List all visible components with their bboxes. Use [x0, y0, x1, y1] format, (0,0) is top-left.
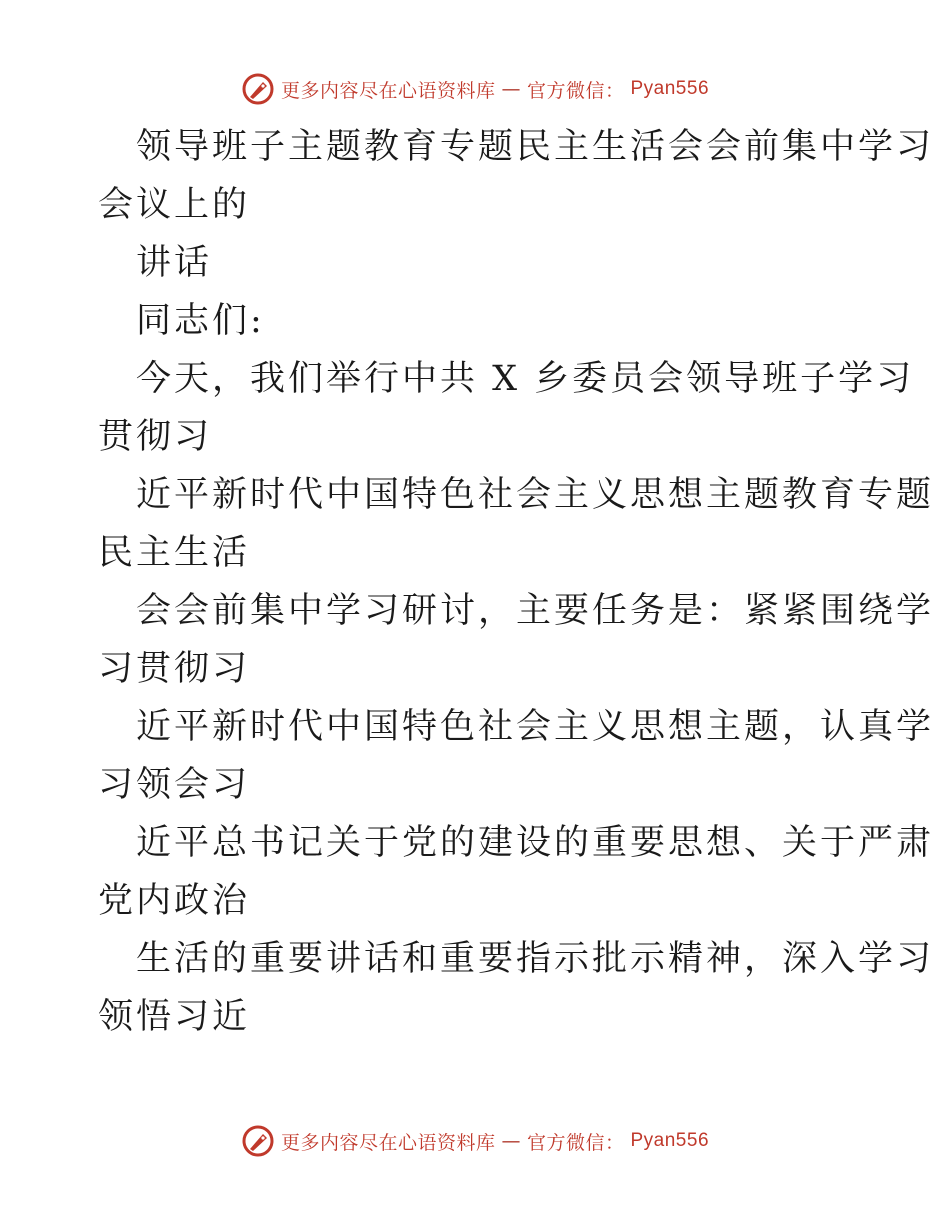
paragraph-line: 习领会习 — [98, 765, 251, 805]
paragraph-line: 近平新时代中国特色社会主义思想主题，认真学 — [136, 707, 935, 747]
paragraph-line: 民主生活 — [98, 533, 251, 573]
paragraph-line: 近平总书记关于党的建设的重要思想、关于严肃 — [136, 823, 935, 863]
watermark-text: 更多内容尽在心语资料库 — [280, 79, 496, 102]
paragraph-line: 会会前集中学习研讨，主要任务是：紧紧围绕学 — [136, 591, 935, 631]
pen-nib-icon — [241, 72, 275, 106]
watermark-separator: — — [501, 78, 521, 100]
paragraph-line: 今天，我们举行中共 X 乡委员会领导班子学习 — [136, 359, 915, 399]
footer-watermark — [0, 1124, 950, 1158]
document-body — [98, 118, 935, 1046]
title-line-2: 会议上的 — [98, 185, 251, 225]
paragraph-line: 领悟习近 — [98, 997, 251, 1037]
paragraph-line: 生活的重要讲话和重要指示批示精神，深入学习 — [136, 939, 935, 979]
header-watermark — [0, 72, 950, 106]
paragraph-line: 贯彻习 — [98, 417, 213, 457]
title-line-3: 讲话 — [136, 243, 213, 283]
watermark-wechat-label: 官方微信： — [526, 79, 625, 102]
pen-nib-icon — [241, 1124, 275, 1158]
watermark-separator: — — [501, 1130, 521, 1152]
watermark-wechat-label: 官方微信： — [526, 1131, 625, 1154]
paragraph-line: 习贯彻习 — [98, 649, 251, 689]
watermark-wechat-id: Pyan556 — [630, 1130, 710, 1151]
watermark-text: 更多内容尽在心语资料库 — [280, 1131, 496, 1154]
watermark-wechat-id: Pyan556 — [630, 78, 710, 99]
paragraph-line: 近平新时代中国特色社会主义思想主题教育专题 — [136, 475, 935, 515]
paragraph-line: 党内政治 — [98, 881, 251, 921]
title-line-1: 领导班子主题教育专题民主生活会会前集中学习 — [136, 127, 935, 167]
salutation: 同志们: — [136, 301, 265, 341]
